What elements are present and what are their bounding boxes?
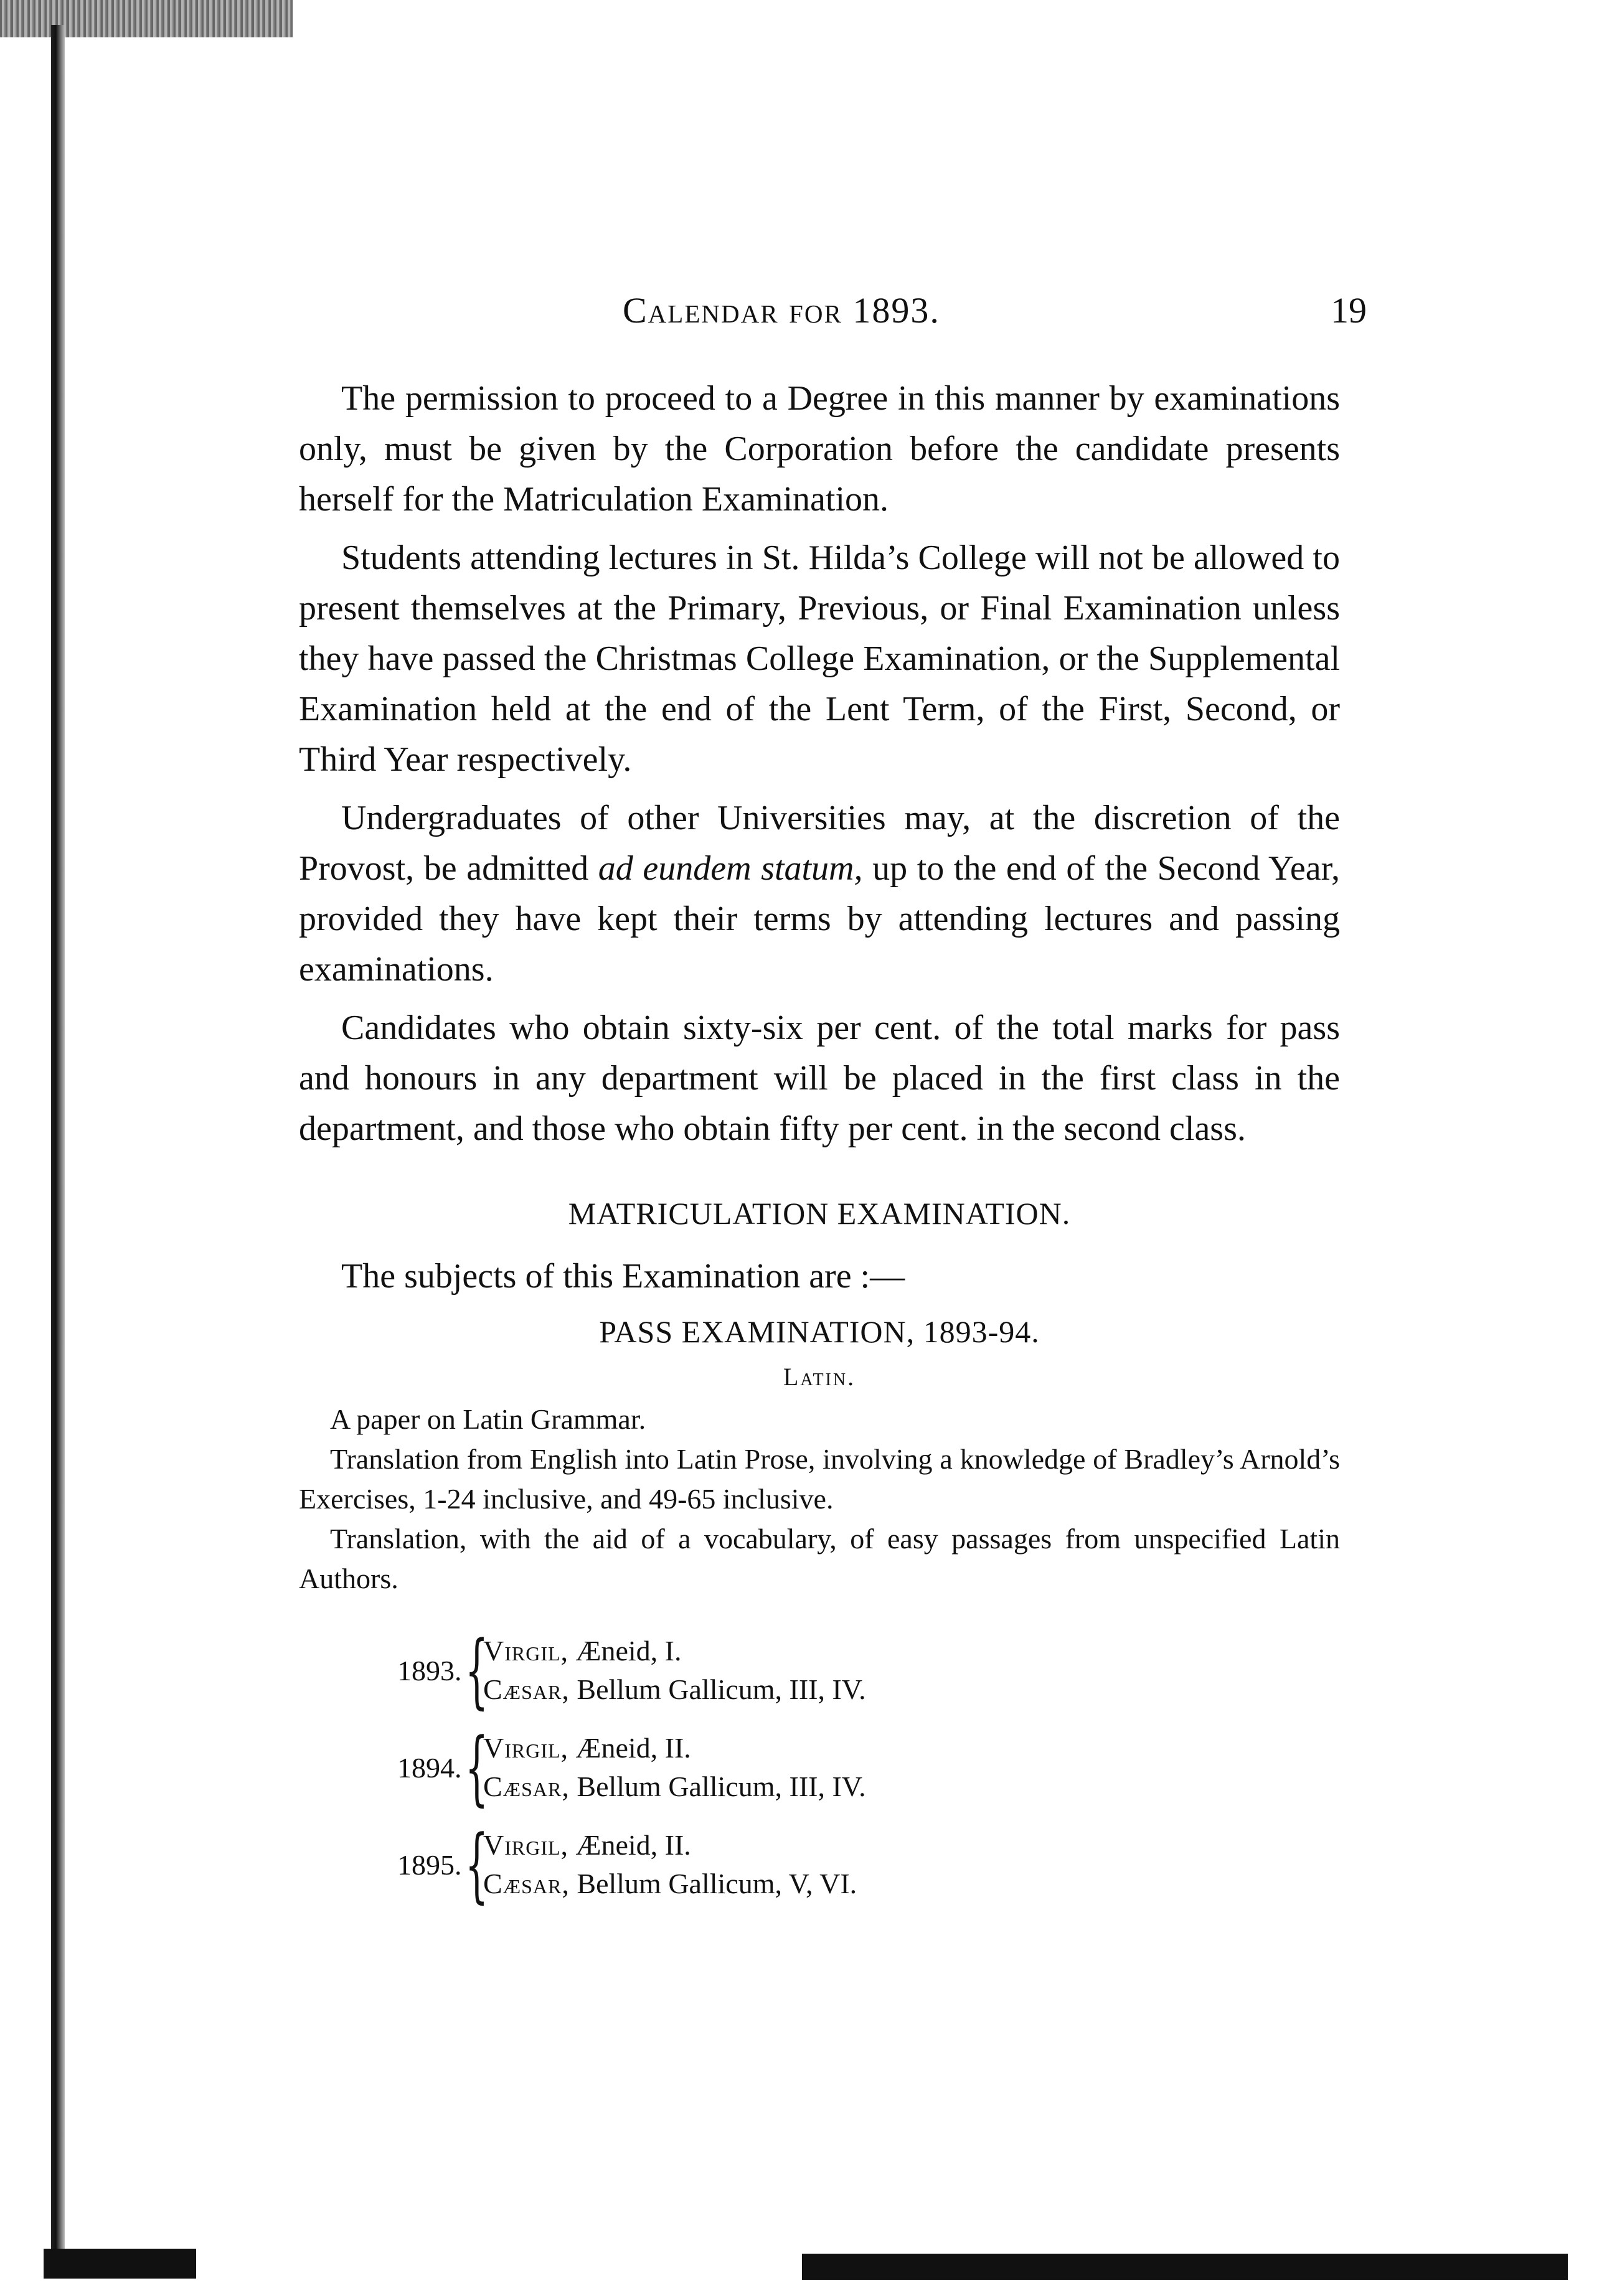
year-block [397,1624,1340,1717]
scan-edge-bar-left [44,2249,196,2279]
matriculation-heading: MATRICULATION EXAMINATION. [568,1196,1071,1231]
work-entry [483,1767,866,1806]
author: Cæsar, [483,1673,570,1705]
work-title: Bellum Gallicum, V, VI. [577,1868,857,1899]
works-list [483,1729,866,1806]
works-list [483,1826,857,1903]
year-label: 1895. [397,1848,462,1881]
work-title: Æneid, I. [575,1635,682,1667]
running-head: Calendar for 1893. [623,290,940,331]
latin-phrase: ad eundem statum, [598,849,863,888]
author: Cæsar, [483,1771,570,1802]
work-entry [483,1632,866,1670]
work-title: Æneid, II. [575,1732,691,1764]
year-block [397,1721,1340,1814]
latin-item: Translation from English into Latin Prose, involving a knowledge of Bradley’s Arnold’s Exercises, 1-24 inclusive, and 49-65 inclusive. [299,1443,1340,1515]
paragraph-undergraduates [299,793,1340,995]
page-number: 19 [1331,290,1367,331]
paragraph-text-before: Undergraduates of other Universities may, at the discretion of the Provost, be admitted [299,799,1340,888]
page-header [623,289,1367,339]
subject-heading-latin: Latin. [783,1363,856,1391]
author: Cæsar, [483,1868,570,1899]
work-entry [483,1826,857,1865]
scan-edge-bar-right [802,2254,1568,2280]
brace-icon: { [465,1623,489,1718]
work-entry [483,1865,857,1903]
brace-icon: { [465,1817,489,1912]
paragraph-st-hildas: Students attending lectures in St. Hilda’s College will not be allowed to present themselves at the Primary, Previous, or Final Examination unless they have passed the Christmas College Examination, or the Supplemental Examination held at the end of the Lent Term, of the First, Second, or Third Year respectively. [299,539,1340,779]
latin-item: A paper on Latin Grammar. [330,1403,646,1435]
work-title: Bellum Gallicum, III, IV. [577,1771,866,1802]
page-body [299,374,1340,1915]
work-title: Æneid, II. [575,1829,691,1861]
paragraph-text-after: up to the end of the Second Year, provided they have kept their terms by attending lectures and passing examinations. [299,849,1341,989]
paragraph-degree-permission: The permission to proceed to a Degree in this manner by examinations only, must be given by the Corporation before the candidate presents herself for the Matriculation Examination. [299,379,1340,519]
latin-item: Translation, with the aid of a vocabulary, of easy passages from unspecified Latin Authors. [299,1523,1340,1594]
author: Virgil, [483,1829,569,1861]
book-binding-edge [51,25,65,2251]
author: Virgil, [483,1732,569,1764]
pass-examination-heading: PASS EXAMINATION, 1893-94. [599,1314,1040,1349]
work-entry [483,1670,866,1709]
author: Virgil, [483,1635,569,1667]
brace-icon: { [465,1720,489,1815]
year-label: 1894. [397,1751,462,1784]
matriculation-intro: The subjects of this Examination are :— [341,1257,905,1296]
works-list [483,1632,866,1709]
year-label: 1893. [397,1654,462,1687]
work-entry [483,1729,866,1767]
work-title: Bellum Gallicum, III, IV. [577,1673,866,1705]
year-block [397,1818,1340,1911]
set-authors-list [397,1624,1340,1911]
paragraph-candidates-classes: Candidates who obtain sixty-six per cent. of the total marks for pass and honours in any department will be placed in the first class in the department, and those who obtain fifty per cent. in the second class. [299,1009,1340,1148]
scan-smudge [0,0,293,37]
